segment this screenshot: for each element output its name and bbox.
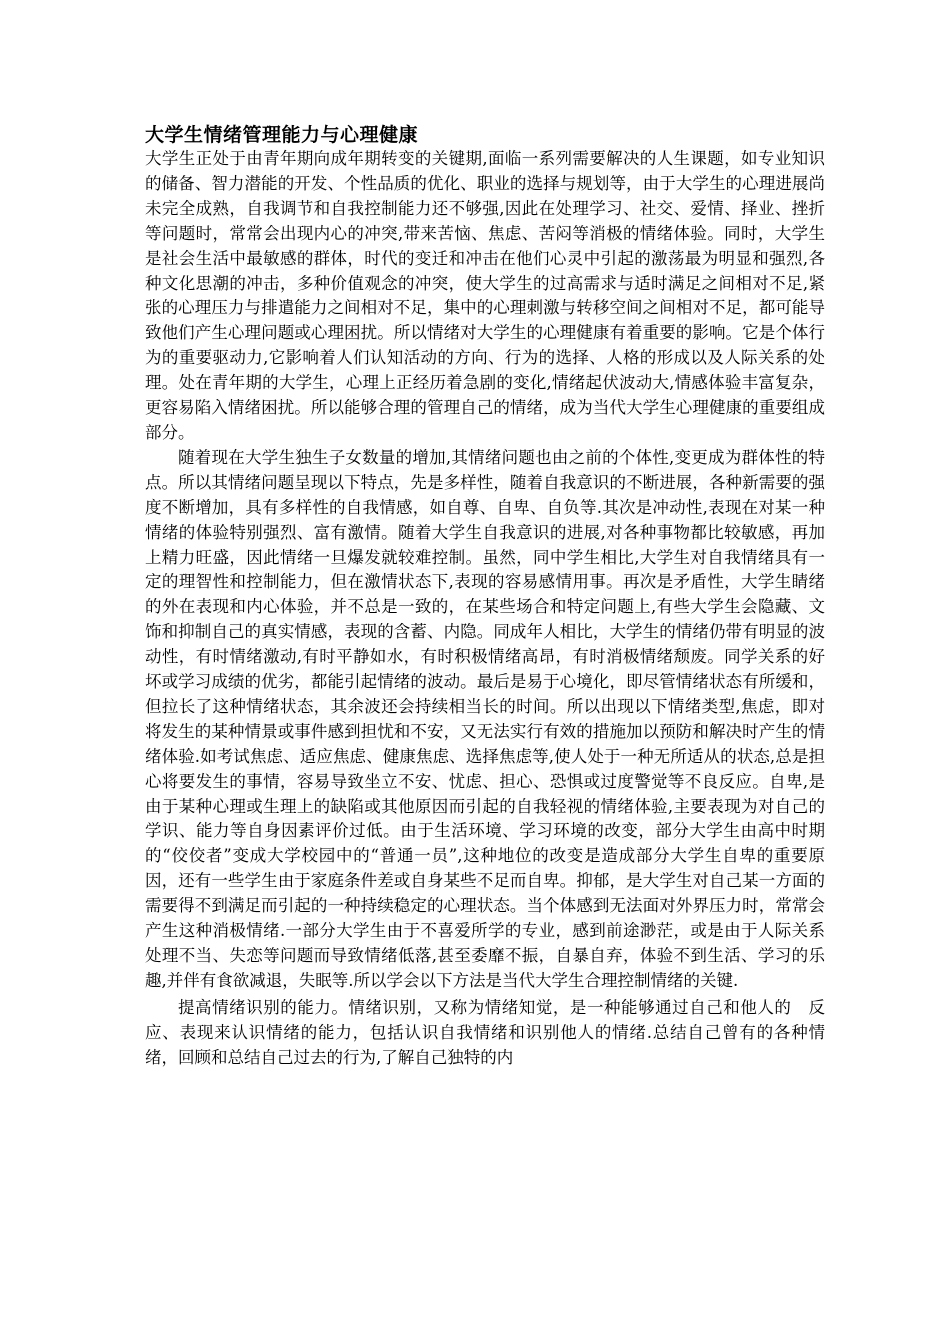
document-title: 大学生情绪管理能力与心理健康 [145, 124, 419, 146]
paragraph-intro: 大学生正处于由青年期向成年期转变的关键期,面临一系列需要解决的人生课题，如专业知识的储备、智力潜能的开发、个性品质的优化、职业的选择与规划等，由于大学生的心理进展尚未完全成熟，自我调节和自我控制能力还不够强,因此在处理学习、社交、爱情、择业、挫折等问题时，常常会出现内心的冲突,带来苦恼、焦虑、苦闷等消极的情绪体验。同时，大学生是社会生活中最敏感的群体，时代的变迁和冲击在他们心灵中引起的激荡最为明显和强烈,各种文化思潮的冲击，多种价值观念的冲突，使大学生的过高需求与适时满足之间相对不足,紧张的心理压力与排遣能力之间相对不足，集中的心理刺激与转移空间之间相对不足，都可能导致他们产生心理问题或心理困扰。所以情绪对大学生的心理健康有着重要的影响。它是个体行为的重要驱动力,它影响着人们认知活动的方向、行为的选择、人格的形成以及人际关系的处理。处在青年期的大学生，心理上正经历着急剧的变化,情绪起伏波动大,情感体验丰富复杂，更容易陷入情绪困扰。所以能够合理的管理自己的情绪，成为当代大学生心理健康的重要组成部分。 [145, 149, 825, 442]
paragraph-characteristics: 随着现在大学生独生子女数量的增加,其情绪问题也由之前的个体性,变更成为群体性的特点。所以其情绪问题呈现以下特点，先是多样性，随着自我意识的不断进展，各种新需要的强度不断增加，具有多样性的自我情感，如自尊、自卑、自负等.其次是冲动性,表现在对某一种情绪的体验特别强烈、富有激情。随着大学生自我意识的进展,对各种事物都比较敏感，再加上精力旺盛，因此情绪一旦爆发就较难控制。虽然，同中学生相比,大学生对自我情绪具有一定的理智性和控制能力，但在激情状态下,表现的容易感情用事。再次是矛盾性，大学生睛绪的外在表现和内心体验，并不总是一致的，在某些场合和特定问题上,有些大学生会隐藏、文饰和抑制自己的真实情感，表现的含蓄、内隐。同成年人相比，大学生的情绪仍带有明显的波动性，有时情绪激动,有时平静如水，有时积极情绪高昂，有时消极情绪颓废。同学关系的好坏或学习成绩的优劣，都能引起情绪的波动。最后是易于心境化，即尽管情绪状态有所缓和，但拉长了这种情绪状态，其余波还会持续相当长的时间。所以出现以下情绪类型,焦虑，即对将发生的某种情景或事件感到担忧和不安，又无法实行有效的措施加以预防和解决时产生的情绪体验.如考试焦虑、适应焦虑、健康焦虑、选择焦虑等,使人处于一种无所适从的状态,总是担心将要发生的事情，容易导致坐立不安、忧虑、担心、恐惧或过度警觉等不良反应。自卑,是由于某种心理或生理上的缺陷或其他原因而引起的自我轻视的情绪体验,主要表现为对自己的学识、能力等自身因素评价过低。由于生活环境、学习环境的改变，部分大学生由高中时期的“佼佼者”变成大学校园中的“普通一员”,这种地位的改变是造成部分大学生自卑的重要原因，还有一些学生由于家庭条件差或自身某些不足而自卑。抑郁，是大学生对自己某一方面的需要得不到满足而引起的一种持续稳定的心理状态。当个体感到无法面对外界压力时，常常会产生这种消极情绪.一部分大学生由于不喜爱所学的专业，感到前途渺茫，或是由于人际关系处理不当、失恋等问题而导致情绪低落,甚至委靡不振，自暴自弃，体验不到生活、学习的乐趣,并伴有食欲减退，失眠等.所以学会以下方法是当代大学生合理控制情绪的关键. [145, 447, 825, 990]
paragraph-recognition: 提高情绪识别的能力。情绪识别，又称为情绪知觉，是一种能够通过自己和他人的 反应、表现来认识情绪的能力，包括认识自我情绪和识别他人的情绪.总结自己曾有的各种情绪，回顾和总结自己过去的行为,了解自己独特的内 [145, 997, 825, 1067]
document-body [145, 122, 825, 1071]
